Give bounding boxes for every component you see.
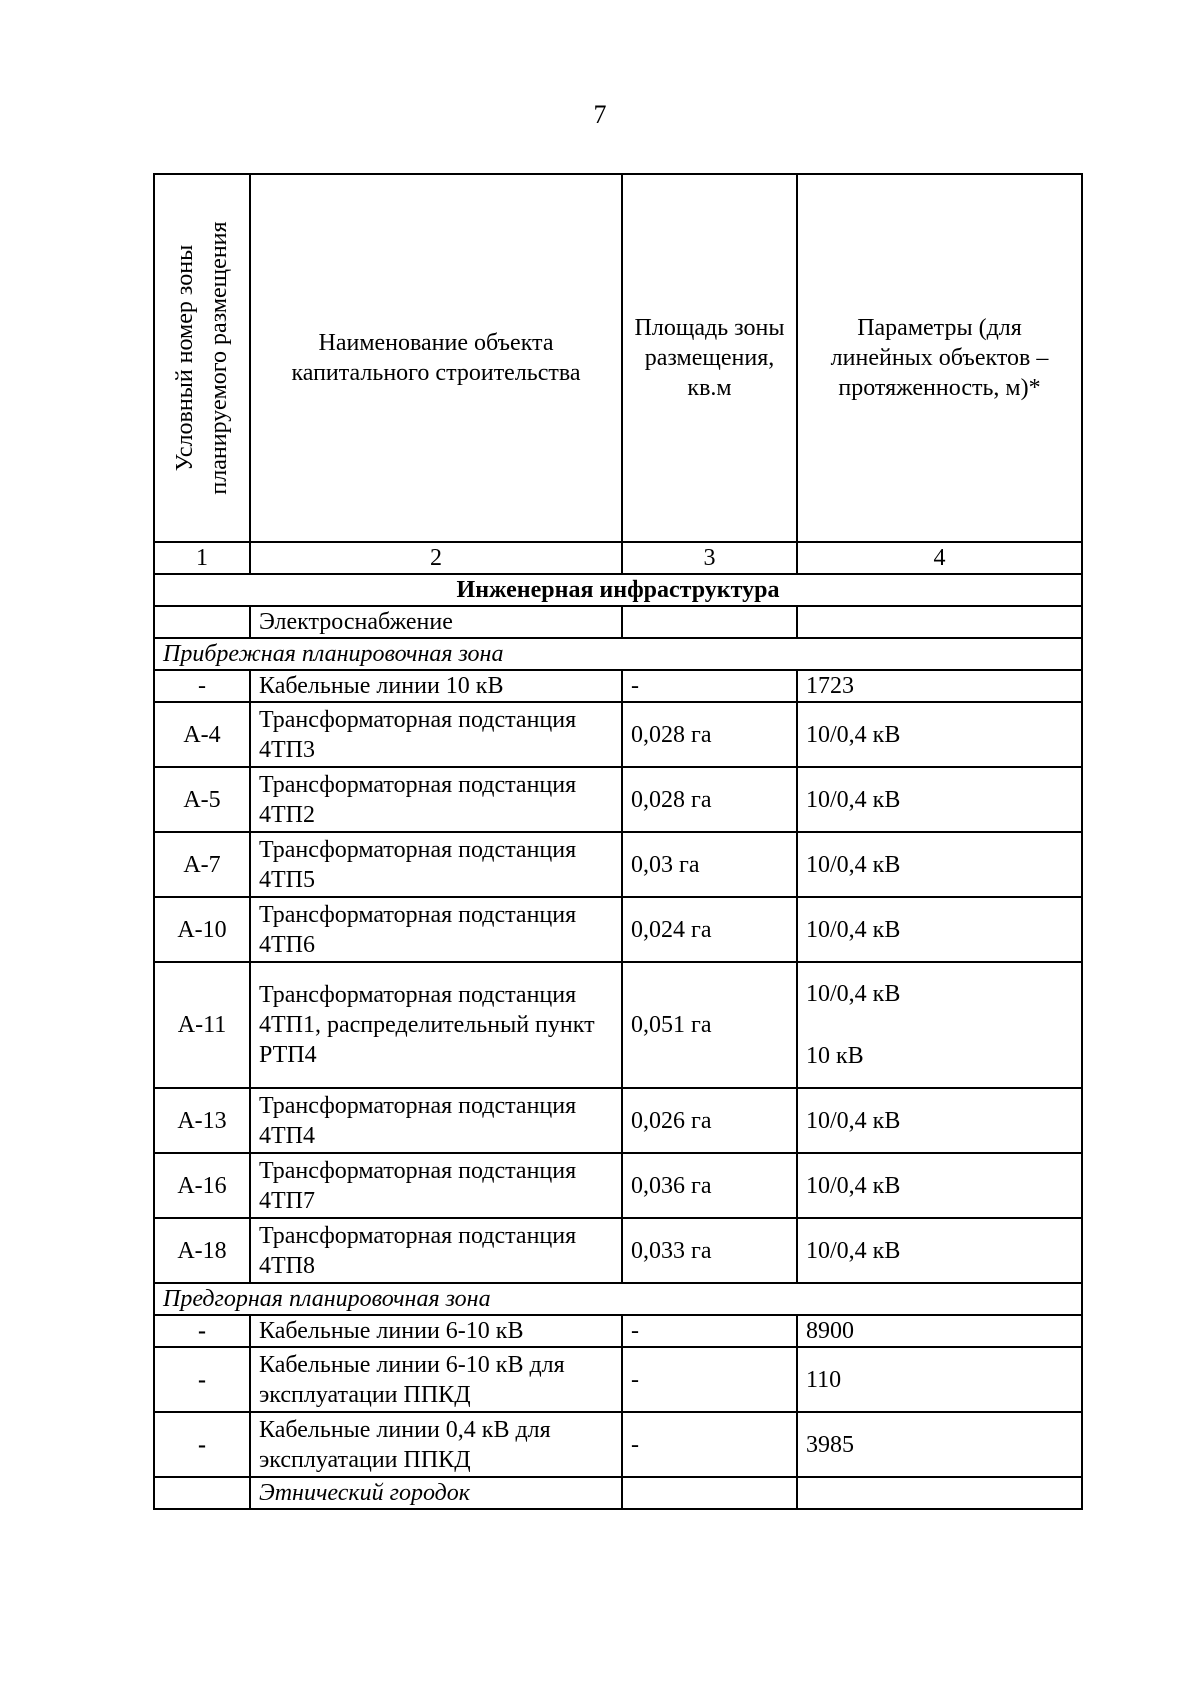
section-title: Инженерная инфраструктура <box>154 574 1082 606</box>
object-area: 0,03 га <box>622 832 797 897</box>
column-number: 1 <box>154 542 250 574</box>
object-params: 10/0,4 кВ <box>797 832 1082 897</box>
table-row <box>154 1315 1082 1347</box>
zone-id: - <box>154 670 250 702</box>
column-numbers-row <box>154 542 1082 574</box>
object-params: 1723 <box>797 670 1082 702</box>
zone-title: Предгорная планировочная зона <box>154 1283 1082 1315</box>
table-row <box>154 832 1082 897</box>
subsection-row <box>154 606 1082 638</box>
object-params: 10/0,4 кВ <box>797 1218 1082 1283</box>
subsection-title: Электроснабжение <box>250 606 622 638</box>
object-params-secondary: 10 кВ <box>806 1043 864 1069</box>
object-area: - <box>622 1315 797 1347</box>
object-params: 10/0,4 кВ <box>797 897 1082 962</box>
table-row <box>154 1088 1082 1153</box>
zone-id: - <box>154 1347 250 1412</box>
object-name: Трансформаторная подстанция 4ТП6 <box>250 897 622 962</box>
column-number: 2 <box>250 542 622 574</box>
zone-title: Прибрежная планировочная зона <box>154 638 1082 670</box>
table-row <box>154 962 1082 1088</box>
object-name: Кабельные линии 6-10 кВ <box>250 1315 622 1347</box>
table-row <box>154 1347 1082 1412</box>
object-name: Трансформаторная подстанция 4ТП7 <box>250 1153 622 1218</box>
object-params <box>797 962 1082 1088</box>
object-name: Трансформаторная подстанция 4ТП2 <box>250 767 622 832</box>
object-params: 10/0,4 кВ <box>797 767 1082 832</box>
object-area: 0,033 га <box>622 1218 797 1283</box>
object-params: 10/0,4 кВ <box>797 1153 1082 1218</box>
zone-row <box>154 638 1082 670</box>
object-name: Трансформаторная подстанция 4ТП1, распределительный пункт РТП4 <box>250 962 622 1088</box>
object-name: Кабельные линии 0,4 кВ для эксплуатации ППКД <box>250 1412 622 1477</box>
object-area: 0,036 га <box>622 1153 797 1218</box>
object-name: Трансформаторная подстанция 4ТП5 <box>250 832 622 897</box>
zone-id: А-13 <box>154 1088 250 1153</box>
zone-id: А-16 <box>154 1153 250 1218</box>
object-area: - <box>622 670 797 702</box>
object-area: - <box>622 1412 797 1477</box>
header-zone-number: Условный номер зоны планируемого размещения <box>154 174 250 542</box>
table-row <box>154 897 1082 962</box>
object-area: 0,026 га <box>622 1088 797 1153</box>
object-params: 110 <box>797 1347 1082 1412</box>
object-name: Этнический городок <box>250 1477 622 1509</box>
objects-table <box>153 173 1083 1510</box>
zone-id: - <box>154 1315 250 1347</box>
object-area: 0,024 га <box>622 897 797 962</box>
object-params: 3985 <box>797 1412 1082 1477</box>
zone-id: А-5 <box>154 767 250 832</box>
object-name: Трансформаторная подстанция 4ТП4 <box>250 1088 622 1153</box>
zone-id: - <box>154 1412 250 1477</box>
object-name: Трансформаторная подстанция 4ТП8 <box>250 1218 622 1283</box>
column-number: 3 <box>622 542 797 574</box>
header-area: Площадь зоны размещения, кв.м <box>622 174 797 542</box>
zone-id: А-10 <box>154 897 250 962</box>
object-name: Кабельные линии 10 кВ <box>250 670 622 702</box>
table-row <box>154 1477 1082 1509</box>
header-params: Параметры (для линейных объектов – протяженность, м)* <box>797 174 1082 542</box>
object-area: 0,051 га <box>622 962 797 1088</box>
object-name: Трансформаторная подстанция 4ТП3 <box>250 702 622 767</box>
object-name: Кабельные линии 6-10 кВ для эксплуатации ППКД <box>250 1347 622 1412</box>
object-params: 10/0,4 кВ <box>806 981 901 1007</box>
table-row <box>154 1153 1082 1218</box>
object-area: 0,028 га <box>622 702 797 767</box>
table-row <box>154 670 1082 702</box>
page-number: 7 <box>593 100 607 129</box>
zone-id: А-4 <box>154 702 250 767</box>
object-params: 10/0,4 кВ <box>797 1088 1082 1153</box>
zone-id: А-18 <box>154 1218 250 1283</box>
zone-id: А-11 <box>154 962 250 1088</box>
section-row <box>154 574 1082 606</box>
column-number: 4 <box>797 542 1082 574</box>
zone-row <box>154 1283 1082 1315</box>
object-area: - <box>622 1347 797 1412</box>
table-row <box>154 1218 1082 1283</box>
object-params: 8900 <box>797 1315 1082 1347</box>
header-row <box>154 174 1082 542</box>
object-area: 0,028 га <box>622 767 797 832</box>
zone-id: А-7 <box>154 832 250 897</box>
table-row <box>154 767 1082 832</box>
table-row <box>154 1412 1082 1477</box>
header-object-name: Наименование объекта капитального строительства <box>250 174 622 542</box>
table-row <box>154 702 1082 767</box>
object-params: 10/0,4 кВ <box>797 702 1082 767</box>
